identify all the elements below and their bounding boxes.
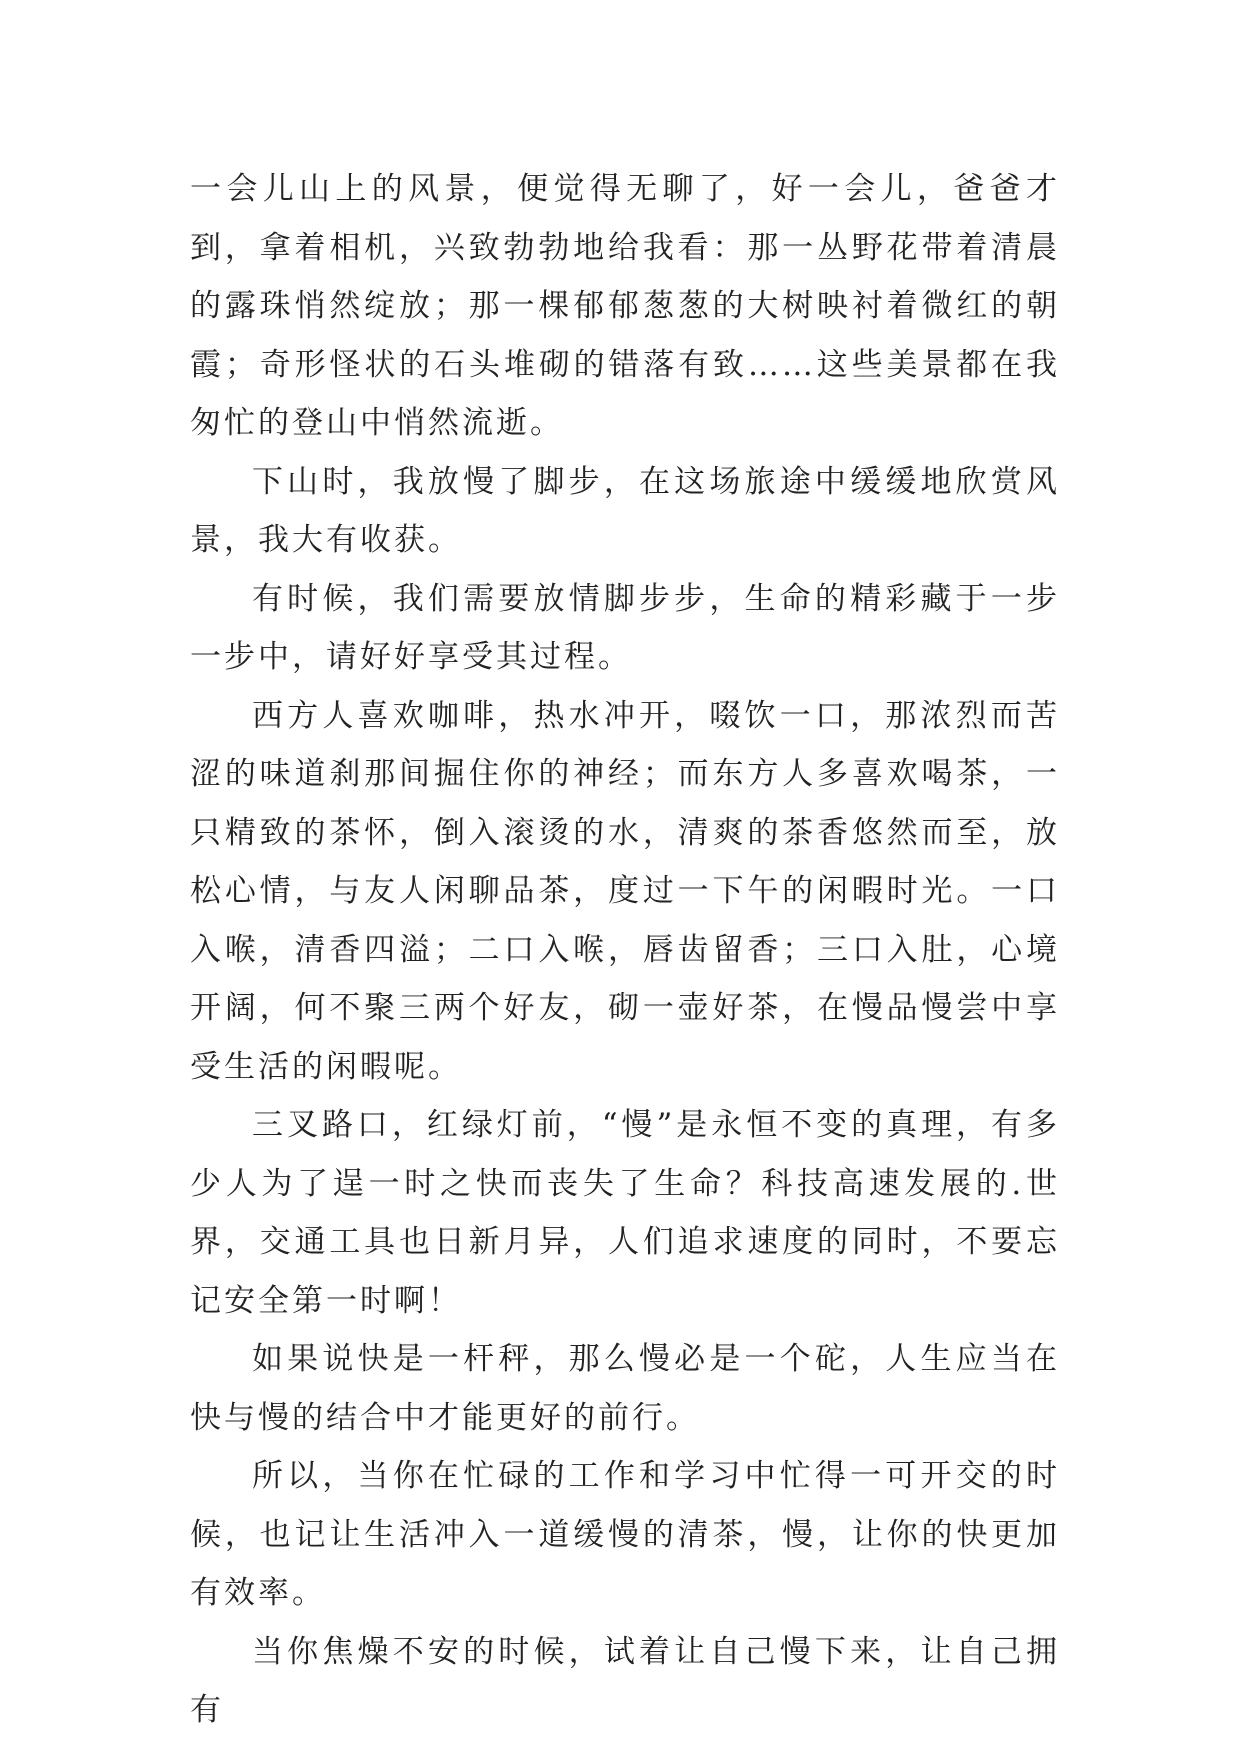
paragraph: 下山时，我放慢了脚步，在这场旅途中缓缓地欣赏风景，我大有收获。 xyxy=(190,463,1060,558)
paragraph: 三叉路口，红绿灯前，“慢”是永恒不变的真理，有多少人为了逞一时之快而丧失了生命？科技高速发展的.世界，交通工具也日新月异，人们追求速度的同时，不要忘记安全第一时啊！ xyxy=(190,1107,1060,1319)
document-body xyxy=(190,160,1060,1740)
paragraph: 有时候，我们需要放情脚步步，生命的精彩藏于一步一步中，请好好享受其过程。 xyxy=(190,580,1060,675)
paragraph: 西方人喜欢咖啡，热水冲开，啜饮一口，那浓烈而苦涩的味道刹那间掘住你的神经；而东方人多喜欢喝茶，一只精致的茶怀，倒入滚烫的水，清爽的茶香悠然而至，放松心情，与友人闲聊品茶，度过一下午的闲暇时光。一口入喉，清香四溢；二口入喉，唇齿留香；三口入肚，心境开阔，何不聚三两个好友，砌一壶好茶，在慢品慢尝中享受生活的闲暇呢。 xyxy=(190,697,1060,1085)
paragraph: 如果说快是一杆秤，那么慢必是一个砣，人生应当在快与慢的结合中才能更好的前行。 xyxy=(190,1341,1060,1436)
paragraph: 所以，当你在忙碌的工作和学习中忙得一可开交的时候，也记让生活冲入一道缓慢的清茶，慢，让你的快更加有效率。 xyxy=(190,1458,1060,1611)
paragraph-truncated: 当你焦燥不安的时候，试着让自己慢下来，让自己拥有 xyxy=(190,1633,1060,1728)
paragraph-continuation: 一会儿山上的风景，便觉得无聊了，好一会儿，爸爸才到，拿着相机，兴致勃勃地给我看：那一丛野花带着清晨的露珠悄然绽放；那一棵郁郁葱葱的大树映衬着微红的朝霞；奇形怪状的石头堆砌的错落有致……这些美景都在我匆忙的登山中悄然流逝。 xyxy=(190,171,1060,441)
